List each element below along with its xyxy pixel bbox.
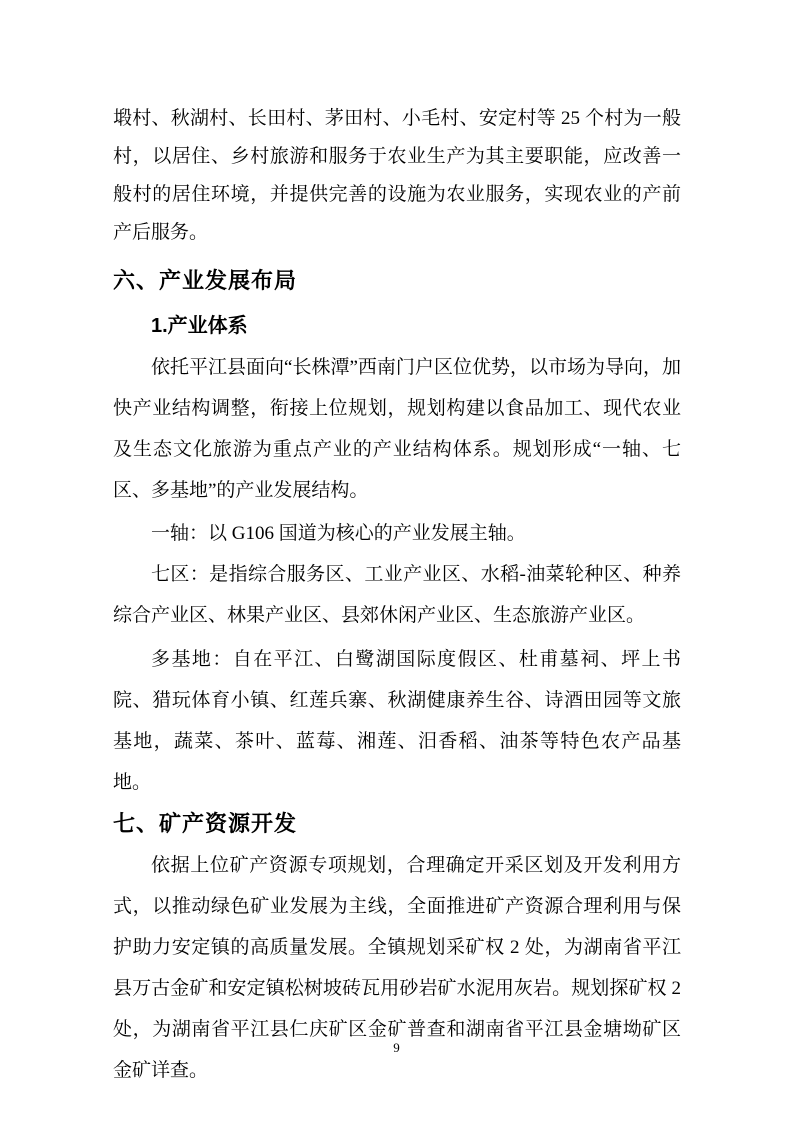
paragraph-industry-overview: 依托平江县面向“长株潭”西南门户区位优势，以市场为导向，加快产业结构调整，衔接上位规划，规划构建以食品加工、现代农业及生态文化旅游为重点产业的产业结构体系。规划形成“一轴、七区、多基地”的产业发展结构。	[113, 357, 681, 501]
section-heading-mineral-resources: 七、矿产资源开发	[113, 811, 298, 836]
paragraph-mineral-development: 依据上位矿产资源专项规划，合理确定开采区划及开发利用方式，以推动绿色矿业发展为主线，全面推进矿产资源合理利用与保护助力安定镇的高质量发展。全镇规划采矿权 2 处，为湖南省平江县万古金矿和安定镇松树坡砖瓦用砂岩矿水泥用灰岩。规划探矿权 2 处，为湖南省平江县仁庆矿区金矿普查和湖南省平江县金塘坳矿区金矿详查。	[113, 855, 681, 1081]
page-content	[113, 100, 681, 1091]
paragraph-one-axis: 一轴：以 G106 国道为核心的产业发展主轴。	[151, 523, 526, 544]
subsection-heading-industry-system: 1.产业体系	[151, 315, 248, 337]
page-number: 9	[393, 1040, 400, 1055]
paragraph-seven-zones: 七区：是指综合服务区、工业产业区、水稻-油菜轮种区、种养综合产业区、林果产业区、县郊休闲产业区、生态旅游产业区。	[113, 564, 681, 626]
paragraph-general-villages: 塅村、秋湖村、长田村、茅田村、小毛村、安定村等 25 个村为一般村，以居住、乡村旅游和服务于农业生产为其主要职能，应改善一般村的居住环境，并提供完善的设施为农业服务，实现农业的产前产后服务。	[113, 108, 681, 243]
paragraph-multi-bases: 多基地：自在平江、白鹭湖国际度假区、杜甫墓祠、坪上书院、猎玩体育小镇、红莲兵寨、秋湖健康养生谷、诗酒田园等文旅基地，蔬菜、茶叶、蓝莓、湘莲、汨香稻、油茶等特色农产品基地。	[113, 649, 681, 793]
section-heading-industry-layout: 六、产业发展布局	[113, 268, 298, 293]
